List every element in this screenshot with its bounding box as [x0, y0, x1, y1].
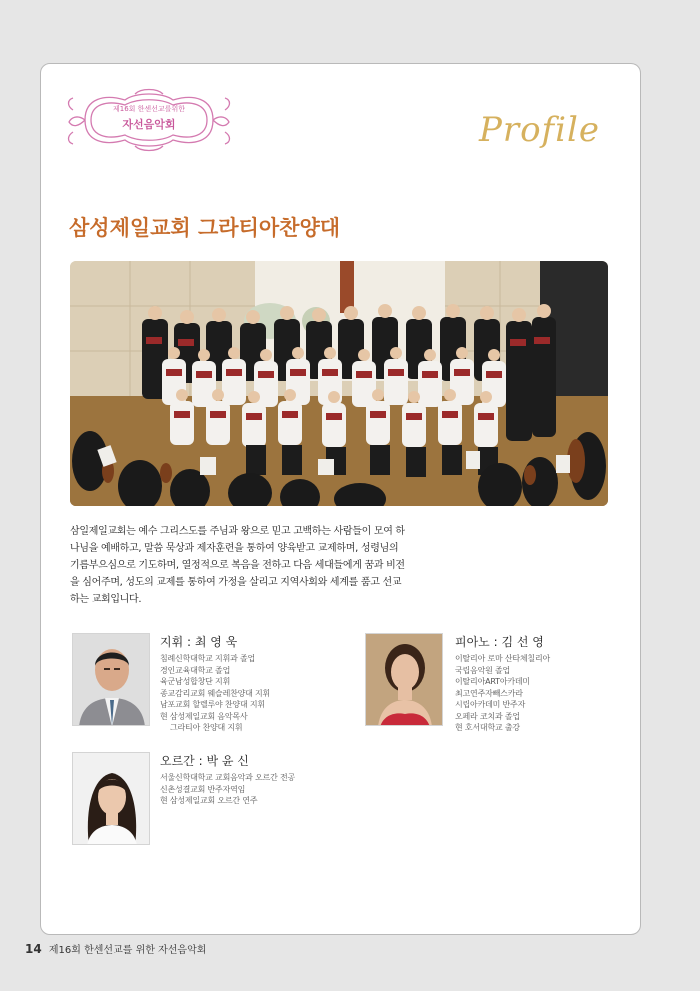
bio-line: 오페라 코치과 졸업 [455, 711, 520, 721]
logo-subtitle: 제16회 한센선교를위한 [113, 105, 185, 113]
profile-heading: Profile [478, 110, 600, 150]
bio-line: 시립아카데미 반주자 [455, 700, 526, 709]
conductor-title: 지휘 : 최 영 욱 [160, 635, 238, 649]
footer-text: 제16회 한센선교를 위한 자선음악회 [48, 945, 207, 956]
conductor-profile [72, 633, 332, 732]
bio-line: 국립음악원 졸업 [455, 665, 511, 675]
logo-title: 자선음악회 [122, 118, 176, 131]
choir-title: 삼성제일교회 그라티아찬양대 [69, 216, 341, 240]
bio-line: 현 삼성제일교회 오르간 연주 [160, 796, 258, 805]
page-number: 14 [25, 942, 42, 956]
bio-line: 현 삼성제일교회 음악목사 [160, 711, 248, 721]
concert-logo [65, 88, 233, 152]
page-footer [25, 941, 206, 956]
bio-line: 종교감리교회 웨슬레찬양대 지휘 [160, 688, 271, 698]
pianist-profile [365, 633, 625, 732]
conductor-bio [160, 653, 270, 734]
bio-line: 최고연주자빼스카라 [455, 688, 523, 698]
bio-line: 이탈리아 로마 산타체칠리아 [455, 654, 551, 663]
conductor-portrait [72, 633, 150, 726]
page-card [40, 63, 641, 935]
bio-line: 현 호서대학교 출강 [455, 723, 520, 732]
bio-line: 서울신학대학교 교회음악과 오르간 전공 [160, 773, 296, 782]
bio-line: 신촌성결교회 반주자역임 [160, 784, 246, 794]
organist-bio [160, 772, 295, 807]
bio-line: 침례신학대학교 지휘과 졸업 [160, 654, 256, 663]
choir-photo-illustration [70, 261, 608, 506]
bio-line: 이탈리아ART아카데미 [455, 677, 530, 686]
bio-line: 경인교육대학교 졸업 [160, 665, 231, 675]
pianist-title: 피아노 : 김 선 영 [455, 635, 544, 649]
organist-title: 오르간 : 박 윤 신 [160, 754, 249, 768]
organist-profile [72, 752, 372, 847]
bio-line: 육군남성합창단 지휘 [160, 677, 231, 686]
choir-photo [70, 261, 608, 506]
bio-line: 남포교회 할렐루야 찬양대 지휘 [160, 700, 265, 709]
bio-line: 그라티아 찬양대 지휘 [170, 723, 243, 732]
pianist-portrait [365, 633, 443, 726]
pianist-bio [455, 653, 550, 734]
organist-portrait [72, 752, 150, 845]
church-description: 삼일제일교회는 예수 그리스도를 주님과 왕으로 믿고 고백하는 사람들이 모여 하나님을 예배하고, 말씀 묵상과 제자훈련을 통하여 양육받고 교제하며, 성령님의 기름부으심으로 기도하며, 열정적으로 복음을 전하고 다음 세대들에게 꿈과 비전을 심어주며, 성도의 교제를 통하여 가정을 살리고 지역사회와 세계를 품고 선교하는 교회입니다. [70, 526, 405, 605]
